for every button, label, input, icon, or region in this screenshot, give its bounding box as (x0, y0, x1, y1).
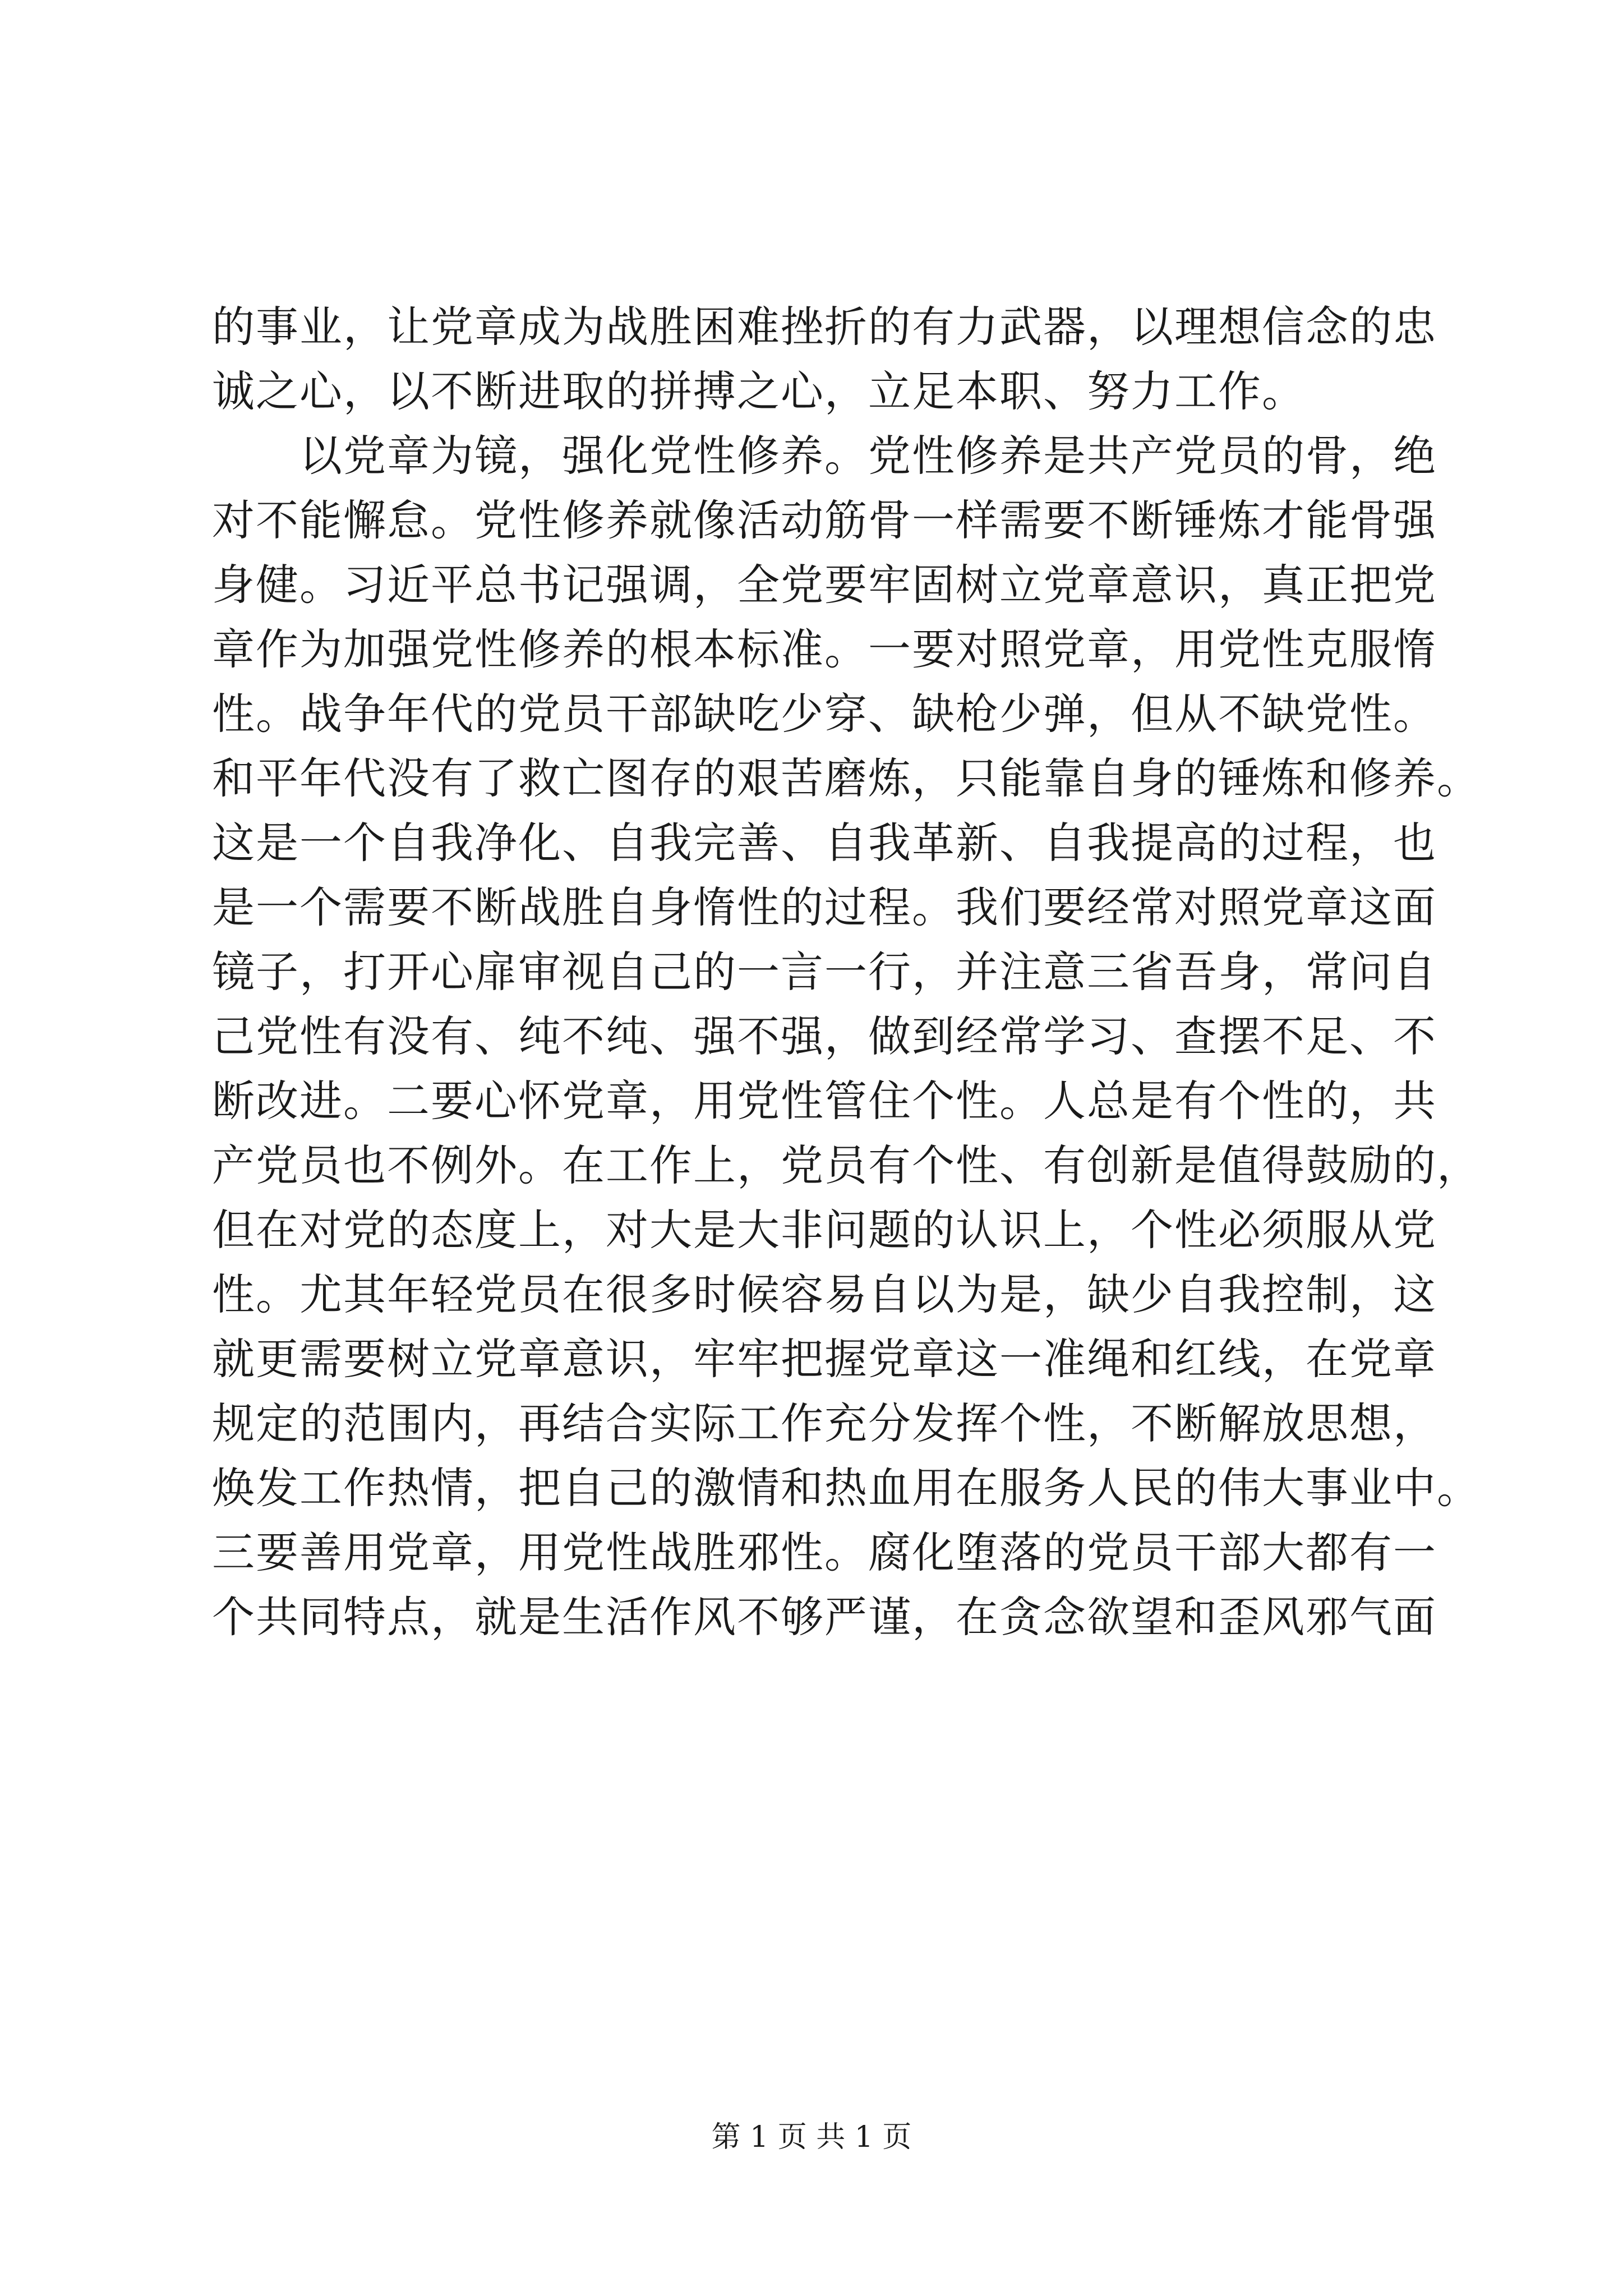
text-line: 是一个需要不断战胜自身惰性的过程。我们要经常对照党章这面 (212, 882, 1437, 932)
text-line: 以党章为镜，强化党性修养。党性修养是共产党员的骨，绝 (212, 431, 1437, 481)
text-line: 断改进。二要心怀党章，用党性管住个性。人总是有个性的，共 (212, 1076, 1437, 1126)
text-line: 己党性有没有、纯不纯、强不强，做到经常学习、查摆不足、不 (212, 1011, 1437, 1061)
text-line: 三要善用党章，用党性战胜邪性。腐化堕落的党员干部大都有一 (212, 1527, 1437, 1577)
text-line: 但在对党的态度上，对大是大非问题的认识上，个性必须服从党 (212, 1205, 1437, 1255)
text-line: 个共同特点，就是生活作风不够严谨，在贪念欲望和歪风邪气面 (212, 1592, 1437, 1642)
text-line: 诚之心，以不断进取的拼搏之心，立足本职、努力工作。 (212, 366, 1306, 416)
text-line: 这是一个自我净化、自我完善、自我革新、自我提高的过程，也 (212, 818, 1437, 868)
text-line: 焕发工作热情，把自己的激情和热血用在服务人民的伟大事业中。 (212, 1463, 1481, 1513)
text-line: 规定的范围内，再结合实际工作充分发挥个性，不断解放思想， (212, 1398, 1437, 1448)
text-line: 就更需要树立党章意识，牢牢把握党章这一准绳和红线，在党章 (212, 1334, 1437, 1384)
page-number-footer: 第 1 页 共 1 页 (711, 2120, 912, 2154)
text-line: 和平年代没有了救亡图存的艰苦磨炼，只能靠自身的锤炼和修养。 (212, 753, 1481, 803)
text-line: 性。战争年代的党员干部缺吃少穿、缺枪少弹，但从不缺党性。 (212, 689, 1437, 739)
text-line: 对不能懈怠。党性修养就像活动筋骨一样需要不断锤炼才能骨强 (212, 495, 1437, 545)
body-text (212, 295, 1481, 1649)
text-line: 性。尤其年轻党员在很多时候容易自以为是，缺少自我控制，这 (212, 1269, 1437, 1319)
text-line: 产党员也不例外。在工作上，党员有个性、有创新是值得鼓励的， (212, 1140, 1481, 1190)
text-line: 镜子，打开心扉审视自己的一言一行，并注意三省吾身，常问自 (212, 947, 1437, 997)
text-line: 的事业，让党章成为战胜困难挫折的有力武器，以理想信念的忠 (212, 302, 1437, 352)
text-line: 章作为加强党性修养的根本标准。一要对照党章，用党性克服惰 (212, 624, 1437, 674)
text-line: 身健。习近平总书记强调，全党要牢固树立党章意识，真正把党 (212, 560, 1437, 610)
